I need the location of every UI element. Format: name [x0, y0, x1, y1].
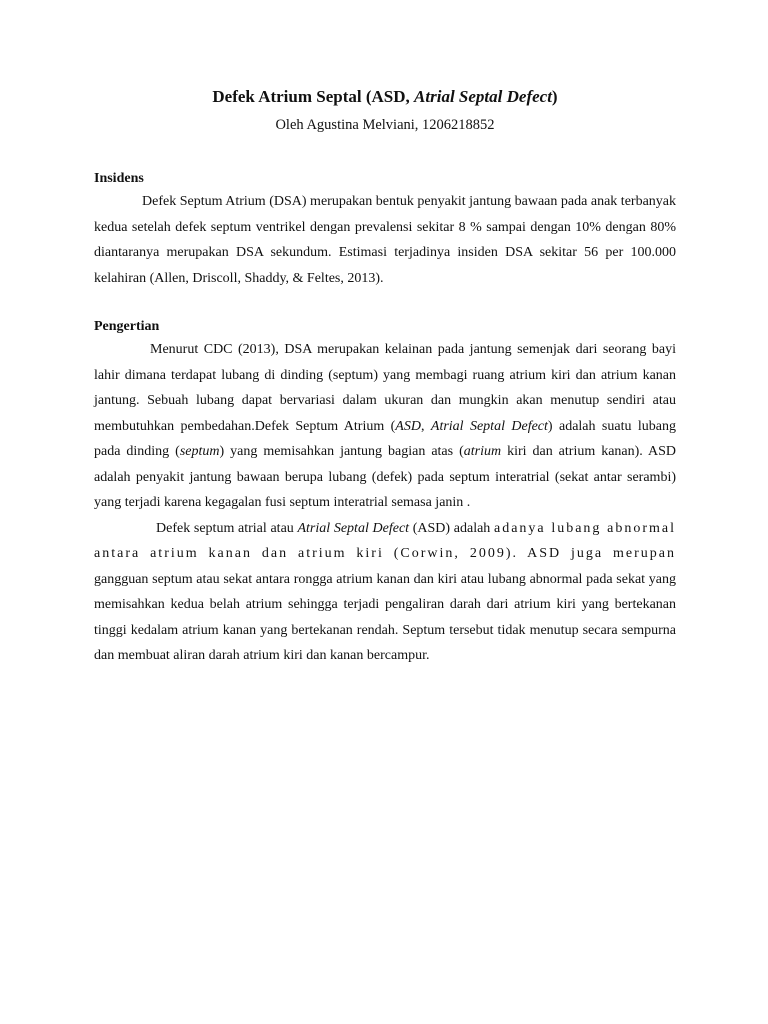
section-heading-insidens: Insidens	[94, 171, 144, 186]
paragraph-pengertian-2	[94, 516, 676, 669]
paragraph-insidens: Defek Septum Atrium (DSA) merupakan bentuk penyakit jantung bawaan pada anak terbanyak kedua setelah defek septum ventrikel dengan prevalensi sekitar 8 % sampai dengan 10% dengan 80% diantaranya merupakan DSA sekundum. Estimasi terjadinya insiden DSA sekitar 56 per 100.000 kelahiran (Allen, Driscoll, Shaddy, & Feltes, 2013).	[94, 194, 676, 286]
text-run: ) adalah suatu lubang pada dinding (	[94, 418, 676, 459]
section-heading-pengertian: Pengertian	[94, 319, 160, 334]
text-run: ,	[420, 418, 431, 434]
title-text: Defek Atrium Septal (ASD,	[212, 87, 415, 106]
title-italic-text: Atrial Septal Defect	[414, 87, 552, 106]
italic-run: Atrial Septal Defect	[430, 418, 548, 434]
italic-run: atrium	[463, 444, 502, 459]
paragraph-pengertian-1	[94, 337, 676, 516]
italic-run: ASD	[395, 418, 421, 434]
italic-run: septum	[179, 444, 220, 459]
document-title	[94, 86, 676, 108]
italic-run: Atrial Septal Defect	[297, 520, 410, 536]
text-run: gangguan septum atau sekat antara rongga atrium kanan dan kiri atau lubang abnormal pada sekat yang memisahkan kedua belah atrium sehingga terjadi pengaliran darah dari atrium kiri yang bertekanan tinggi kedalam atrium kanan yang bertekanan rendah. Septum tersebut tidak menutup secara sempurna dan membuat aliran darah atrium kiri dan kanan bercampur.	[94, 571, 676, 663]
author-line: Oleh Agustina Melviani, 1206218852	[275, 117, 495, 133]
text-run: Menurut CDC (2013), DSA merupakan kelainan pada jantung semenjak dari seorang bayi lahir dimana terdapat lubang di dinding (septum) yang membagi ruang atrium kiri dan atrium kanan jantung. Sebuah lubang dapat bervariasi dalam ukuran dan mungkin akan menutup sendiri atau membutuhkan pembedahan.Defek Septum Atrium (	[94, 342, 676, 434]
text-run: Defek septum atrial atau	[156, 520, 298, 536]
title-closing: )	[551, 87, 558, 106]
text-run: (ASD) adalah	[409, 520, 494, 536]
text-run: ) yang memisahkan jantung bagian atas (	[219, 444, 464, 459]
text-run: kiri dan atrium kanan). ASD adalah penyakit jantung bawaan berupa lubang (defek) pada septum interatrial (sekat antar serambi) yang terjadi karena kegagalan fusi septum interatrial semasa janin .	[94, 444, 677, 510]
spaced-text-run: adanya lubang abnormal antara atrium kanan dan atrium kiri (Corwin, 2009). ASD juga merupan	[94, 520, 676, 561]
